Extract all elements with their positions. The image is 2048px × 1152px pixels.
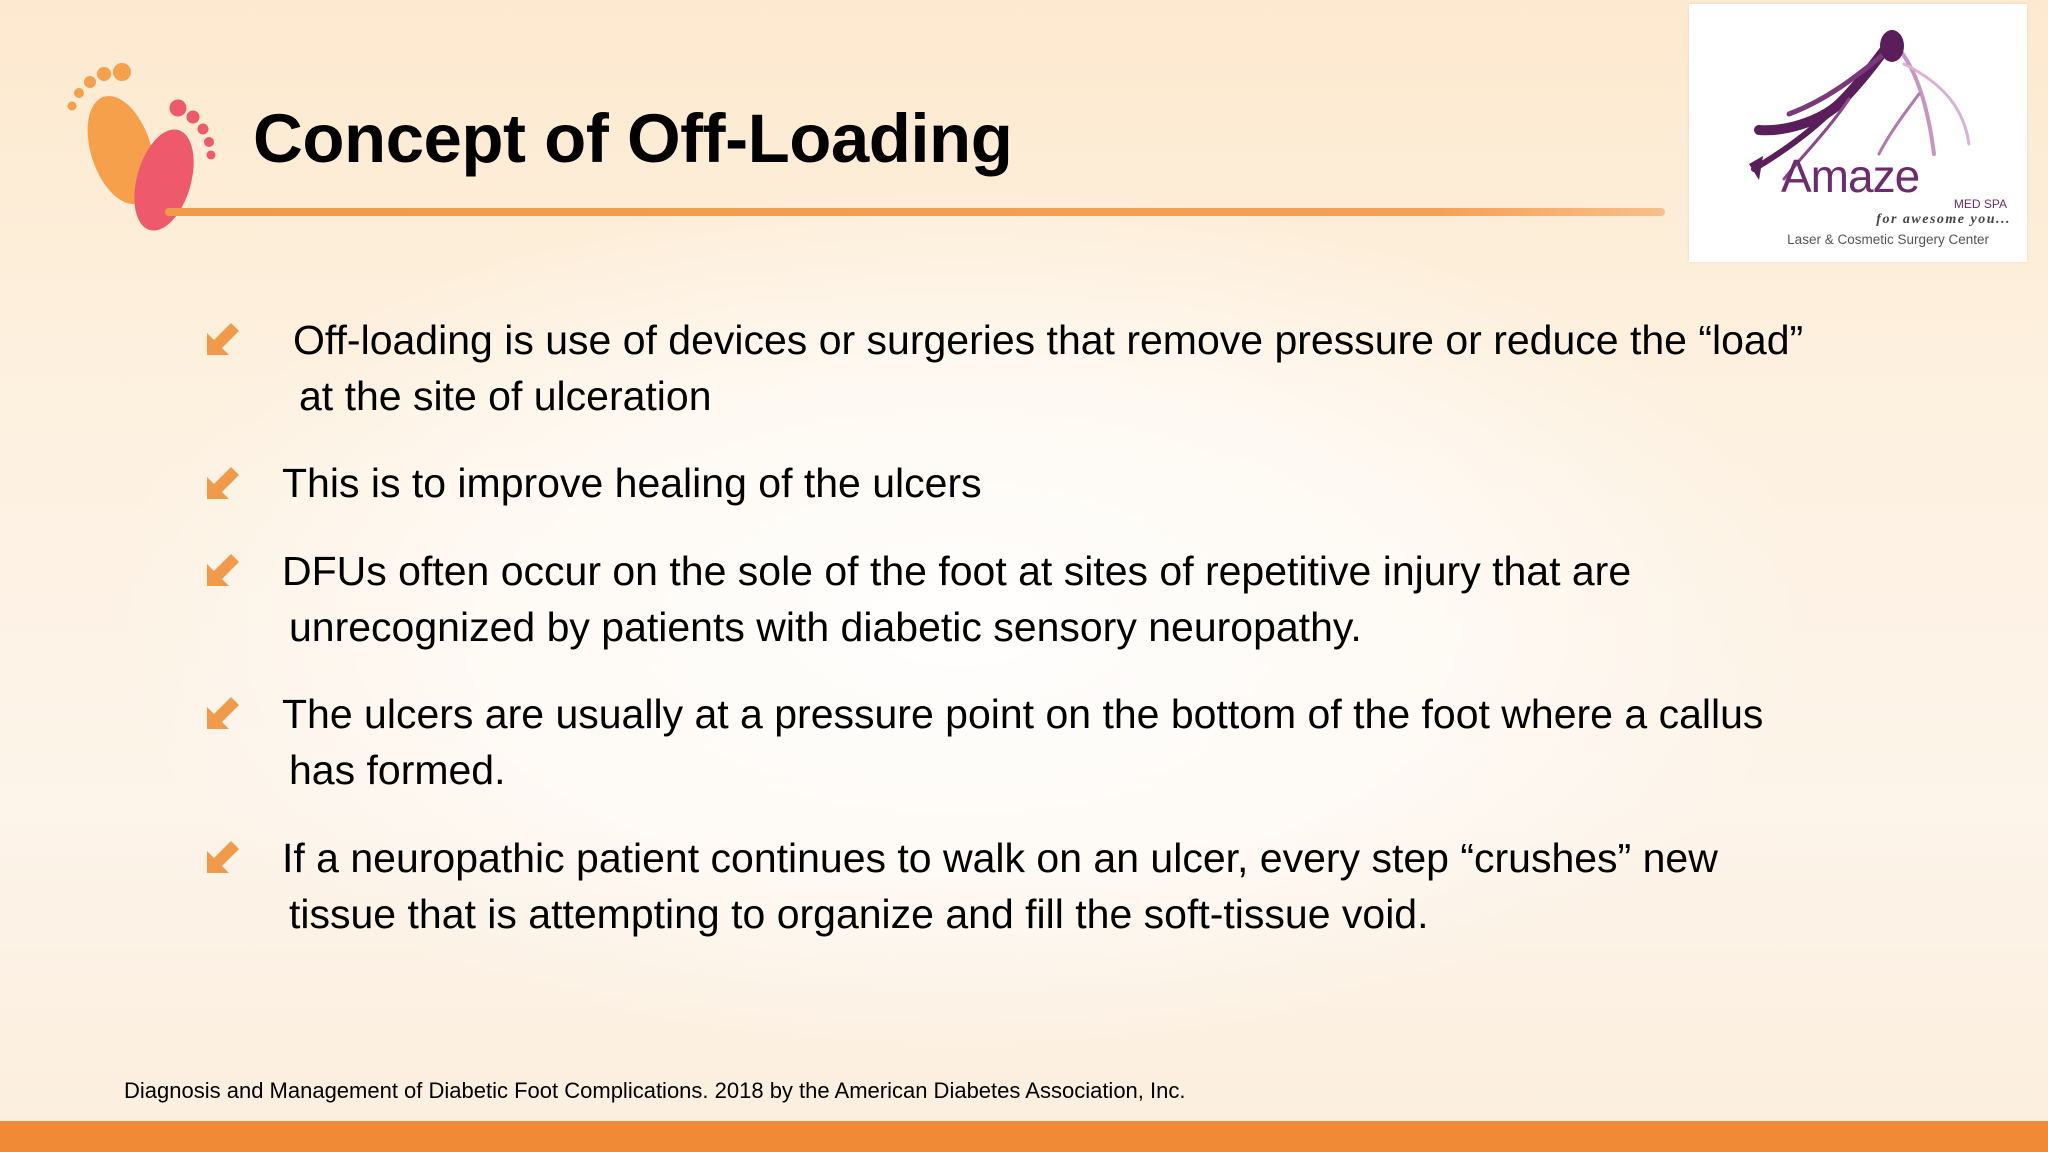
- arrow-down-left-icon: [205, 465, 241, 501]
- bottom-bar: [0, 1121, 2048, 1152]
- bullet-text-line: Off-loading is use of devices or surgeries that remove pressure or reduce the “load”: [293, 317, 1804, 363]
- logo-name: Amaze: [1781, 150, 1920, 202]
- bullet-text-line: The ulcers are usually at a pressure point on the bottom of the foot where a callus: [282, 691, 1764, 737]
- logo-tagline: for awesome you...: [1876, 212, 2011, 227]
- arrow-down-left-icon: [205, 321, 241, 357]
- bullet-text-line: If a neuropathic patient continues to walk on an ulcer, every step “crushes” new: [282, 835, 1718, 881]
- bullet-text-line: at the site of ulceration: [299, 373, 712, 419]
- amaze-logo: [1689, 4, 2027, 262]
- page-title: Concept of Off-Loading: [253, 100, 1013, 177]
- arrow-down-left-icon: [205, 839, 241, 875]
- bullet-text-line: has formed.: [289, 747, 506, 793]
- title-underline: [165, 208, 1665, 216]
- bullet-text-line: This is to improve healing of the ulcers: [282, 460, 982, 506]
- arrow-down-left-icon: [205, 552, 241, 588]
- arrow-down-left-icon: [205, 695, 241, 731]
- logo-subtitle: MED SPA: [1953, 197, 2007, 211]
- bullet-text-line: tissue that is attempting to organize and fill the soft-tissue void.: [289, 891, 1429, 937]
- citation: Diagnosis and Management of Diabetic Foot Complications. 2018 by the American Diabetes Association, Inc.: [124, 1078, 1186, 1103]
- bullet-text-line: DFUs often occur on the sole of the foot at sites of repetitive injury that are: [282, 548, 1632, 594]
- bullet-text-line: unrecognized by patients with diabetic sensory neuropathy.: [289, 604, 1362, 650]
- logo-description: Laser & Cosmetic Surgery Center: [1787, 232, 1989, 247]
